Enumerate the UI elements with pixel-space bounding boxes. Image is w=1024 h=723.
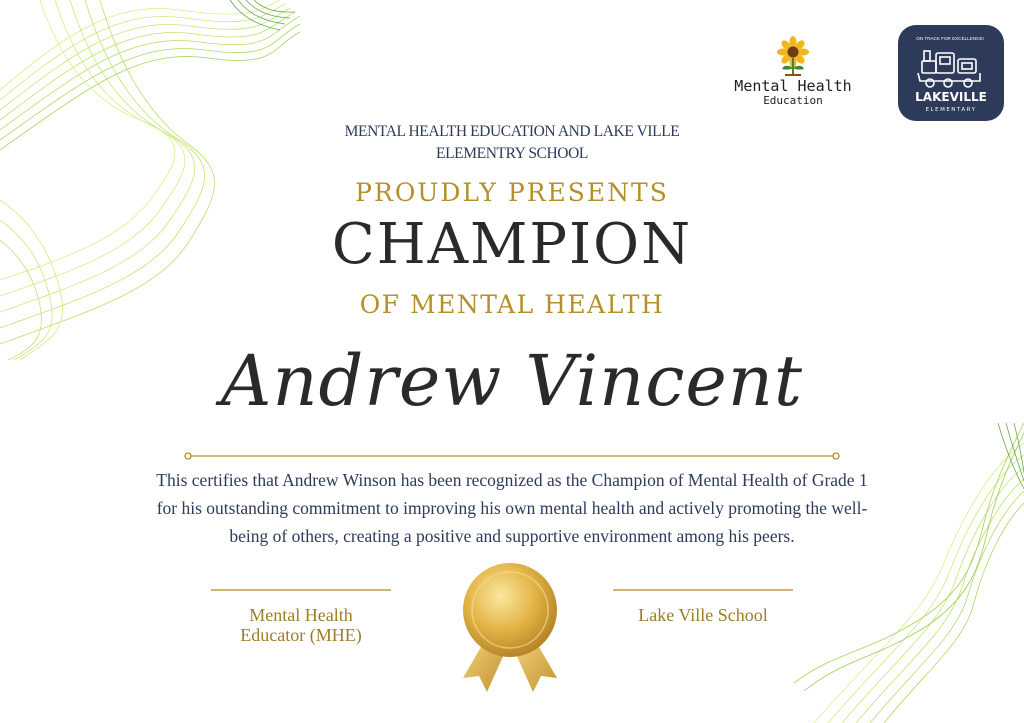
issuing-organization — [0, 121, 1024, 165]
lakeville-logo-sub: ELEMENTARY — [925, 107, 977, 113]
mental-health-education-logo — [718, 36, 868, 116]
mhe-logo-subtitle: Education — [763, 94, 823, 107]
signatory-left-line-1: Mental Health — [249, 605, 353, 625]
signatory-lake-ville-school: Lake Ville School — [638, 605, 768, 625]
organization-line-2: ELEMENTRY SCHOOL — [436, 145, 588, 162]
train-icon — [918, 51, 980, 87]
description-line-2: for his outstanding commitment to improving his own mental health and actively promoting the well- — [156, 498, 868, 518]
certificate-subtitle: OF MENTAL HEALTH — [359, 290, 665, 319]
organization-line-1: MENTAL HEALTH EDUCATION AND LAKE VILLE — [344, 123, 680, 140]
lakeville-logo-tagline: ON TRACK FOR EXCELLENCE! — [916, 36, 984, 41]
sunflower-icon — [773, 36, 813, 78]
description-line-3: being of others, creating a positive and supportive environment among his peers. — [229, 526, 795, 546]
certificate-title: CHAMPION — [331, 212, 693, 277]
proudly-presents-heading: PROUDLY PRESENTS — [355, 178, 669, 207]
signature-line-right — [613, 589, 793, 591]
recipient-name: Andrew Vincent — [220, 340, 804, 422]
signature-line-left — [211, 589, 391, 591]
signatory-mental-health-educator — [201, 605, 401, 645]
description-line-1: This certifies that Andrew Winson has been recognized as the Champion of Mental Health of Grade 1 — [156, 470, 868, 490]
gold-medal-icon — [455, 560, 565, 695]
signatory-left-line-2: Educator (MHE) — [240, 625, 362, 645]
mhe-logo-title: Mental Health — [734, 77, 852, 95]
lakeville-logo-name: LAKEVILLE — [915, 90, 987, 104]
certificate-description — [100, 466, 924, 550]
gold-divider — [184, 451, 840, 461]
lakeville-elementary-logo — [898, 25, 1004, 121]
